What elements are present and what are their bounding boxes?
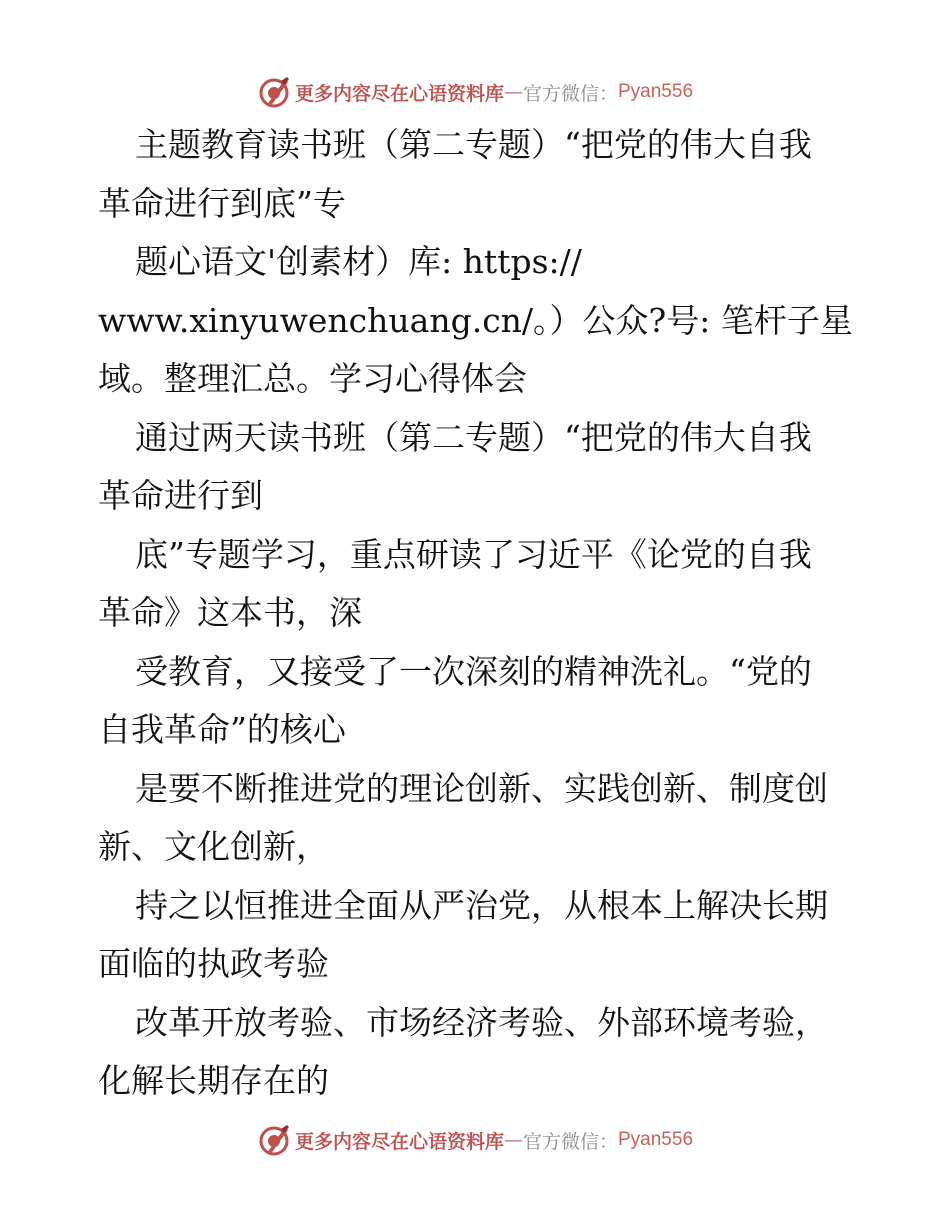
quill-pen-logo-icon: [257, 75, 291, 109]
body-line: 域。整理汇总。学习心得体会: [98, 359, 527, 398]
body-line: 持之以恒推进全面从严治党，从根本上解决长期: [135, 885, 828, 925]
body-line: 题心语文'创素材）库: https://: [135, 242, 582, 281]
banner-separator: —: [503, 1129, 523, 1151]
body-line: 化解长期存在的: [98, 1061, 329, 1100]
header-banner: [0, 72, 950, 112]
document-body: [98, 116, 858, 1111]
footer-banner: [0, 1120, 950, 1160]
body-line: 底”专题学习，重点研读了习近平《论党的自我: [135, 534, 812, 574]
banner-main-text: 更多内容尽在心语资料库: [294, 82, 504, 105]
body-line: 主题教育读书班（第二专题）“把党的伟大自我: [135, 125, 812, 164]
quill-pen-logo-icon: [257, 1123, 291, 1157]
banner-wechat-id: Pyan556: [618, 81, 694, 102]
body-line: 自我革命”的核心: [98, 710, 346, 749]
banner-wechat-label: 官方微信：: [522, 1130, 618, 1153]
body-line: 革命进行到: [98, 476, 263, 515]
body-line: 面临的执政考验: [98, 944, 329, 983]
body-line: 新、文化创新，: [98, 827, 329, 866]
body-line: 通过两天读书班（第二专题）“把党的伟大自我: [135, 417, 812, 457]
body-line: 是要不断推进党的理论创新、实践创新、制度创: [135, 768, 828, 808]
banner-wechat-label: 官方微信：: [522, 82, 618, 105]
body-line: 改革开放考验、市场经济考验、外部环境考验，: [135, 1002, 828, 1042]
body-line: 革命进行到底”专: [98, 183, 346, 223]
body-line-link: www.xinyuwenchuang.cn/。）公众?号: 笔杆子星: [98, 300, 853, 340]
banner-wechat-id: Pyan556: [618, 1129, 694, 1150]
banner-main-text: 更多内容尽在心语资料库: [294, 1130, 504, 1153]
banner-separator: —: [503, 81, 523, 103]
body-line: 革命》这本书，深: [98, 593, 362, 632]
body-line: 受教育，又接受了一次深刻的精神洗礼。“党的: [135, 651, 812, 691]
